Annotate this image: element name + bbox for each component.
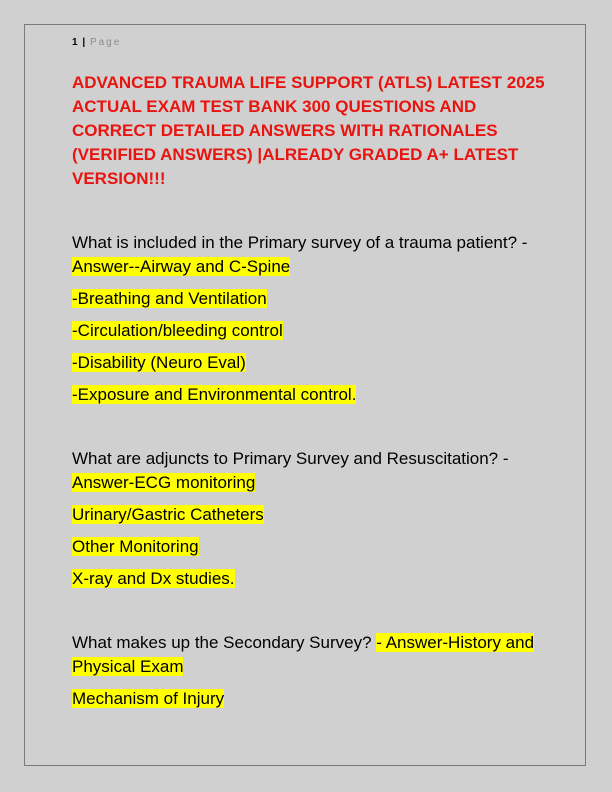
page-number-header [72,36,121,50]
question-text: What are adjuncts to Primary Survey and Resuscitation? - [72,449,509,468]
page-label: Page [89,37,122,48]
answer-text: Answer-ECG monitoring [72,473,256,492]
question-2 [72,447,552,495]
answer-line: -Circulation/bleeding control [72,321,283,340]
question-1 [72,231,552,279]
answer-line: Urinary/Gastric Catheters [72,505,264,524]
page-number: 1 [72,37,78,48]
qa-block-3 [72,631,552,711]
answer-line: -Exposure and Environmental control. [72,385,357,404]
question-text: What is included in the Primary survey of a trauma patient? - [72,233,528,252]
answer-text: Answer--Airway and C-Spine [72,257,291,276]
answer-line: Other Monitoring [72,537,199,556]
answer-line: Mechanism of Injury [72,689,225,708]
question-text: What makes up the Secondary Survey? [72,633,377,652]
answer-line: -Disability (Neuro Eval) [72,353,246,372]
question-3 [72,631,552,679]
answer-line: -Breathing and Ventilation [72,289,267,308]
qa-block-2 [72,447,552,591]
answer-line: X-ray and Dx studies. [72,569,235,588]
document-title: ADVANCED TRAUMA LIFE SUPPORT (ATLS) LATEST 2025 ACTUAL EXAM TEST BANK 300 QUESTIONS AND CORRECT DETAILED ANSWERS WITH RATIONALES (VERIFIED ANSWERS) |ALREADY GRADED A+ LATEST VERSION!!! [72,73,545,188]
qa-block-1 [72,231,552,407]
answer-text: - Answer-History and Physical Exam [72,633,535,676]
page-separator: | [82,37,86,48]
